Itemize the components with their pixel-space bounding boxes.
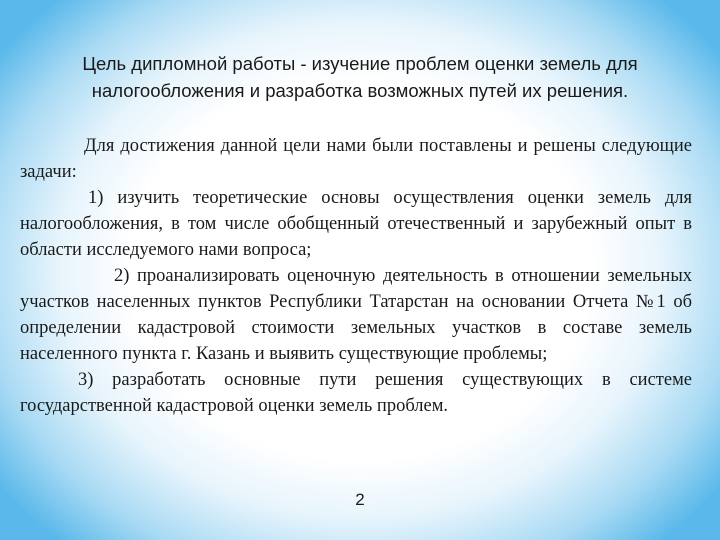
- goal-statement: [40, 50, 680, 104]
- tasks-intro: Для достижения данной цели нами были поставлены и решены следующие задачи:: [20, 136, 692, 182]
- tasks-block: [20, 133, 692, 419]
- goal-line-2: налогообложения и разработка возможных путей их решения.: [91, 80, 629, 101]
- page-number: 2: [355, 490, 365, 509]
- task-item-2: 2) проанализировать оценочную деятельность в отношении земельных участков населенных пунктов Республики Татарстан на основании Отчета №1 об определении кадастровой стоимости земельных участков в составе земель населенного пункта г. Казань и выявить существующие проблемы;: [20, 266, 692, 364]
- task-item-3: 3) разработать основные пути решения существующих в системе государственной кадастровой оценки земель проблем.: [20, 370, 692, 416]
- task-item-1: 1) изучить теоретические основы осуществления оценки земель для налогообложения, в том числе обобщенный отечественный и зарубежный опыт в области исследуемого нами вопроса;: [20, 188, 692, 260]
- goal-line-1: Цель дипломной работы - изучение проблем оценки земель для: [82, 53, 638, 74]
